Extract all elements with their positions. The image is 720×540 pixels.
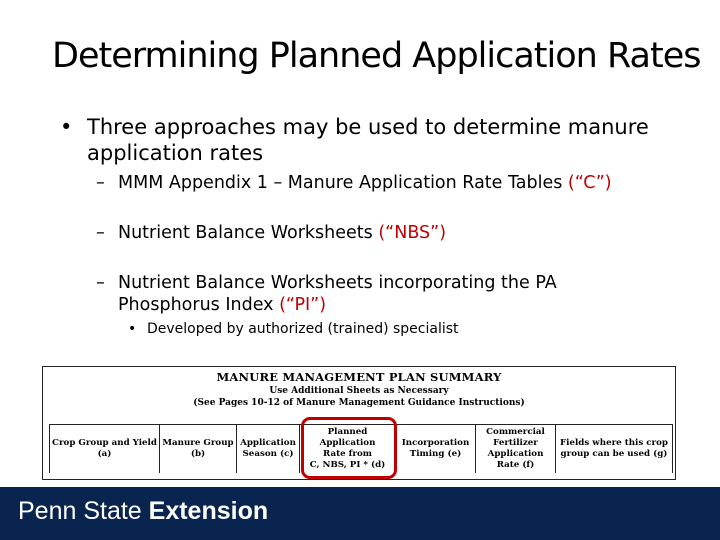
form-column-header: Planned Application Rate from C, NBS, PI * (d)	[300, 425, 396, 473]
footer-bar	[0, 487, 720, 540]
form-subtitle: Use Additional Sheets as Necessary	[269, 386, 449, 396]
method-code: (“NBS”)	[378, 223, 447, 243]
sub-bullet-nbs	[96, 222, 696, 244]
highlight-circle	[301, 417, 397, 479]
bullet-main	[60, 114, 700, 166]
form-column-header: Crop Group and Yield (a)	[50, 425, 160, 473]
form-subtitle: (See Pages 10-12 of Manure Management Guidance Instructions)	[193, 398, 525, 408]
dash-icon: –	[96, 223, 105, 243]
slide-title: Determining Planned Application Rates	[52, 36, 701, 76]
sub-bullet-c	[96, 172, 696, 194]
form-column-header: Fields where this crop group can be used (g)	[559, 438, 669, 459]
bullet-main-text: Three approaches may be used to determine manure application rates	[87, 115, 649, 165]
sub-bullet-pi	[96, 272, 656, 316]
bullet-dot-icon: •	[60, 115, 73, 139]
sub-sub-bullet-text: Developed by authorized (trained) specialist	[147, 321, 459, 337]
brand-logo	[18, 497, 268, 526]
form-column-header: Manure Group (b)	[160, 425, 237, 473]
method-code: (“C”)	[567, 173, 612, 193]
form-column-header: Incorporation Timing (e)	[396, 425, 476, 473]
form-column-header: Application Season (c)	[237, 425, 300, 473]
sub-sub-bullet	[128, 320, 459, 338]
sub-bullet-text: Nutrient Balance Worksheets	[118, 223, 379, 243]
sub-bullet-text: MMM Appendix 1 – Manure Application Rate Tables	[118, 173, 568, 193]
form-column-header: Commercial Fertilizer Application Rate (f)	[476, 425, 556, 473]
dash-icon: –	[96, 173, 105, 193]
brand-name: Penn State	[18, 497, 149, 525]
brand-name-bold: Extension	[148, 497, 269, 525]
form-title: MANURE MANAGEMENT PLAN SUMMARY	[216, 370, 502, 384]
bullet-dot-icon: •	[128, 321, 137, 337]
method-code: (“PI”)	[279, 295, 327, 315]
sub-bullet-text: Nutrient Balance Worksheets incorporating the PA Phosphorus Index	[118, 273, 557, 315]
dash-icon: –	[96, 273, 105, 293]
